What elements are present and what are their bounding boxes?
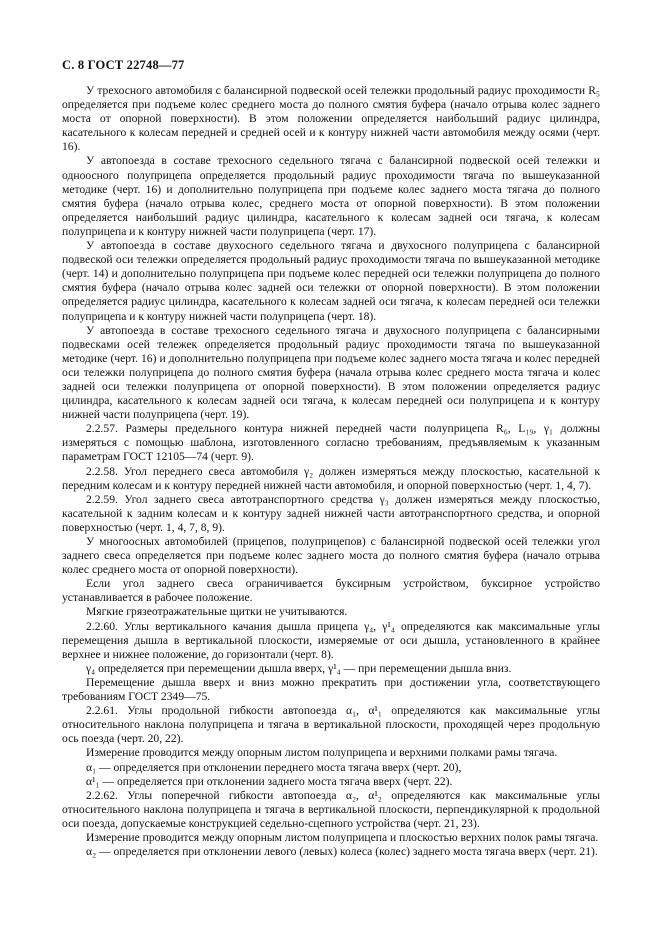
paragraph: 2.2.62. Углы поперечной гибкости автопоезда α₂, α¹₂ определяются как максимальные углы относительного наклона полуприцепа и тягача в вертикальной плоскости, перпендикулярной к продольной оси поезда, допускаемые конструкцией седельно-сцепного устройства (черт. 21, 23). [62, 788, 600, 830]
paragraph: У трехосного автомобиля с балансирной подвеской осей тележки продольный радиус проходимости R₅ определяется при подъеме колес среднего моста до полного смятия буфера (начало отрыва колес заднего моста от опорной поверхности). В этом положении определяется наибольший радиус цилиндра, касательного к колесам передней и средней осей и к контуру нижней части автомобиля между осями (черт. 16). [62, 84, 600, 154]
paragraph: Мягкие грязеотражательные щитки не учитываются. [86, 605, 348, 619]
paragraph: α¹₁ — определяется при отклонении заднего моста тягача вверх (черт. 22). [86, 774, 453, 788]
paragraph: Измерение проводится между опорным листом полуприцепа и плоскостью верхних полок рамы тягача. [86, 830, 599, 844]
paragraph: У автопоезда в составе двухосного седельного тягача и двухосного полуприцепа с балансирной подвеской оси тележки определяется продольный радиус проходимости тягача по вышеуказанной методике (черт. 14) и дополнительно полуприцепа при подъеме колес передней оси тележки полуприцепа до полного смятия буфера (начало отрыва колес задней оси тележки от опорной поверхности). В этом положении определяется радиус цилиндра, касательного к колесам задней оси тягача, к колесам передней оси тележки полуприцепа и к контуру нижней части полуприцепа (черт. 18). [62, 239, 600, 323]
paragraph: 2.2.61. Углы продольной гибкости автопоезда α₁, α¹₁ определяются как максимальные углы относительного наклона полуприцепа и тягача в вертикальной плоскости, проходящей через продольную ось поезда (черт. 20, 22). [62, 704, 600, 746]
paragraph: У автопоезда в составе трехосного седельного тягача с балансирной подвеской осей тележки и одноосного полуприцепа определяется продольный радиус проходимости тягача по вышеуказанной методике (черт. 16) и дополнительно полуприцепа при подъеме колес заднего моста тягача до полного смятия буфера (начало отрыва колес, среднего моста от опорной поверхности). В этом положении определяется наибольший радиус цилиндра, касательного к колесам задней оси тягача, к колесам полуприцепа и к контуру нижней части полуприцепа (черт. 17). [62, 154, 600, 238]
paragraph: Если угол заднего свеса ограничивается буксирным устройством, буксирное устройство устанавливается в рабочее положение. [62, 577, 600, 605]
paragraph: 2.2.58. Угол переднего свеса автомобиля γ₂ должен измеряться между плоскостью, касательной к передним колесам и к контуру передней нижней части автомобиля, и опорной поверхностью (черт. 1, 4, 7). [62, 464, 600, 492]
paragraph: У автопоезда в составе трехосного седельного тягача и двухосного полуприцепа с балансирными подвесками осей тележек определяется продольный радиус проходимости тягача по вышеуказанной методике (черт. 16) и дополнительно полуприцепа при подъеме колес заднего моста тягача и колес передней оси тележки полуприцепа до полного смятия буфера (начала отрыва колес среднего моста тягача и колес задней оси тележки полуприцепа от опорной поверхности). В этом положении определяется радиус цилиндра, касательного к колесам задней оси тягача, к колесам передней оси полуприцепа и к контуру нижней части полуприцепа (черт. 19). [62, 323, 600, 422]
paragraph: Перемещение дышла вверх и вниз можно прекратить при достижении угла, соответствующего требованиям ГОСТ 2349—75. [62, 675, 600, 704]
paragraph: α₂ — определяется при отклонении левого (левых) колеса (колес) заднего моста тягача вверх (черт. 21). [86, 845, 598, 859]
page-header: С. 8 ГОСТ 22748—77 [62, 58, 185, 72]
paragraph: 2.2.60. Углы вертикального качания дышла прицепа γ₄, γ¹₄ определяются как максимальные углы перемещения дышла в вертикальной плоскости, измеряемые от оси дышла, установленного в крайнее верхнее и нижнее положение, до горизонтали (черт. 8). [62, 619, 600, 661]
paragraph: У многоосных автомобилей (прицепов, полуприцепов) с балансирной подвеской осей тележки угол заднего свеса определяется при подъеме колес заднего моста до полного смятия буфера (начало отрыва колес среднего моста от опорной поверхности). [62, 535, 600, 577]
paragraph: 2.2.59. Угол заднего свеса автотранспортного средства γ₃ должен измеряться между плоскостью, касательной к задним колесам и к контуру задней нижней части автотранспортного средства, и опорной поверхностью (черт. 1, 4, 7, 8, 9). [62, 492, 600, 534]
paragraph: α₁ — определяется при отклонении переднего моста тягача вверх (черт. 20), [86, 760, 462, 774]
paragraph: 2.2.57. Размеры предельного контура нижней передней части полуприцепа R₆, L₁₉, γ₁ должны измеряться с помощью шаблона, изготовленного согласно требованиям, предъявляемым к указанным параметрам ГОСТ 12105—74 (черт. 9). [62, 422, 600, 464]
document-body [62, 84, 600, 859]
paragraph: Измерение проводится между опорным листом полуприцепа и верхними полками рамы тягача. [86, 746, 558, 760]
paragraph: γ₄ определяется при перемещении дышла вверх, γ¹₄ — при перемещении дышла вниз. [86, 661, 512, 675]
